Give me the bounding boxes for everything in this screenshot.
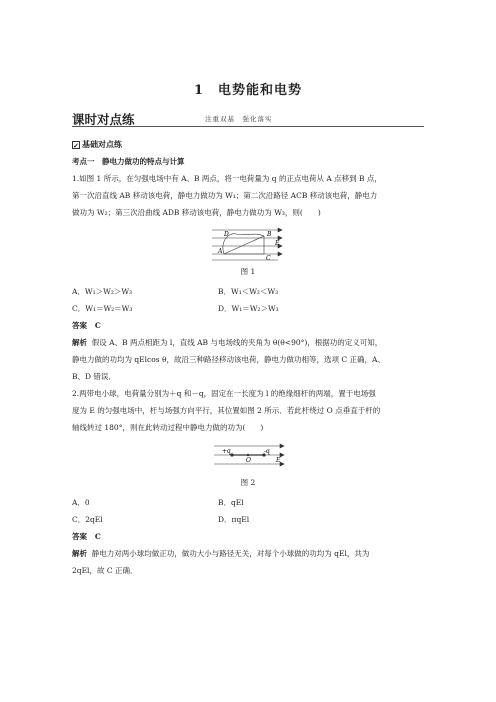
figure-2-pivot-point (247, 454, 249, 456)
checkbox-icon: ✓ (73, 140, 79, 150)
q2-option-b: B．qEl (218, 498, 244, 507)
q2-line-1: 2.两带电小球，电荷量分别为＋q 和－q，固定在一长度为 l 的绝缘细杆的两端，置于电场强 (72, 389, 376, 398)
q1-line-3: 做功为 W₂；第三次沿曲线 ADB 移动该电荷，静电力做功为 W₃，则( ) (72, 208, 321, 217)
q2-option-c: C．2qEl (72, 515, 103, 524)
figure-2-positive-charge (230, 453, 233, 456)
figure-1-diagram (210, 226, 286, 262)
figure-2-diagram (212, 442, 288, 470)
q1-explanation-text-1: 假设 A、B 两点相距为 l，直线 AB 与电场线的夹角为 θ(θ<90°)，根据功的定义可知， (91, 338, 383, 347)
q1-option-d: D．W₁＝W₂＞W₃ (218, 304, 279, 313)
q1-explanation-line-1 (72, 334, 382, 351)
figure-1-label-d: D (224, 231, 229, 238)
q1-answer-label: 答案 (72, 321, 87, 330)
q1-explanation-label: 解析 (72, 338, 87, 347)
q2-explanation-line-2: 2qEl，故 C 正确． (72, 566, 138, 575)
figure-2-label-minus: -q (264, 448, 270, 455)
q2-option-d: D．πqEl (218, 515, 250, 524)
banner-subtitle: 注重双基 强化落实 (205, 115, 273, 123)
q2-line-2: 度为 E 的匀强电场中，杆与场强方向平行，其位置如图 2 所示．若此杆绕过 O 点垂直于杆的 (72, 406, 381, 415)
figure-2-label-e: E (276, 457, 281, 464)
figure-1-label-a: A (218, 248, 223, 255)
banner-rule (72, 126, 424, 127)
q1-answer (72, 317, 101, 334)
q1-option-a: A．W₁＞W₂＞W₃ (72, 287, 133, 296)
q2-explanation-label: 解析 (72, 549, 87, 558)
q1-option-c: C．W₁＝W₂＝W₃ (72, 304, 133, 313)
figure-2-label-o: O (246, 457, 251, 464)
figure-2-caption: 图 2 (240, 478, 256, 487)
q2-answer (72, 528, 101, 545)
q1-option-b: B．W₁＜W₂＜W₃ (218, 287, 279, 296)
q2-answer-value: C (94, 532, 101, 541)
figure-1-label-e: E (275, 240, 280, 247)
q1-line-2: 第一次沿直线 AB 移动该电荷，静电力做功为 W₁；第二次沿路径 ACB 移动该电荷，静电力 (72, 191, 378, 200)
q1-line-1: 1.如图 1 所示，在匀强电场中有 A、B 两点，将一电荷量为 q 的正点电荷从 A 点移到 B 点， (72, 174, 382, 183)
q2-explanation-line-1 (72, 545, 369, 562)
figure-2-label-plus: +q (222, 448, 231, 455)
figure-1-caption: 图 1 (240, 267, 256, 276)
section-banner: 课时对点练 (72, 112, 135, 127)
page-title: 1 电势能和电势 (193, 83, 303, 98)
q1-answer-value: C (94, 321, 101, 330)
q2-line-3: 轴线转过 180°，则在此转动过程中静电力做的功为( ) (72, 423, 264, 432)
q2-answer-label: 答案 (72, 532, 87, 541)
section-heading (72, 139, 122, 150)
figure-1-label-b: B (267, 231, 272, 238)
figure-1-label-c: C (266, 255, 271, 262)
q2-option-a: A．0 (72, 498, 90, 507)
q1-explanation-line-3: B、D 错误． (72, 372, 116, 381)
section-heading-label: 基础对点练 (82, 139, 122, 149)
q2-explanation-text-1: 静电力对两小球均做正功，做功大小与路径无关，对每个小球做的功均为 qEl，共为 (91, 549, 370, 558)
topic-heading: 考点一 静电力做功的特点与计算 (72, 157, 185, 166)
q1-explanation-line-2: 静电力做的功均为 qElcos θ，故沿三种路径移动该电荷，静电力做功相等，选项 C 正确，A、 (72, 355, 385, 364)
